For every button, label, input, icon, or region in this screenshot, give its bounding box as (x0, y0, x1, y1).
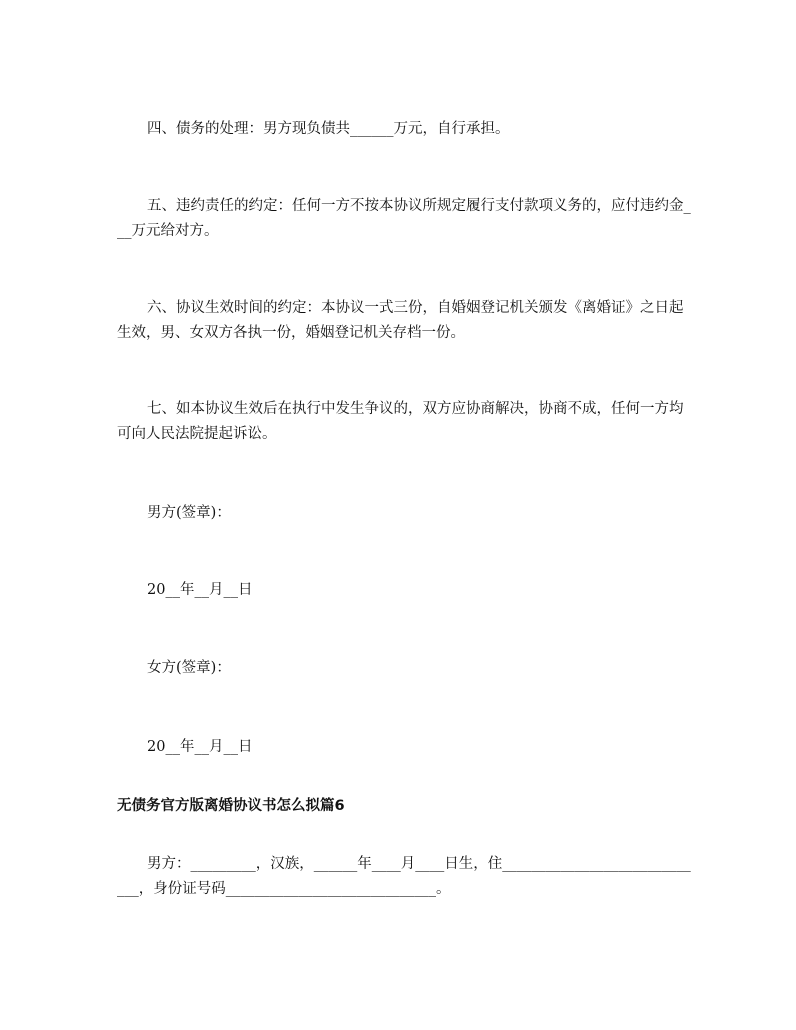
clause-effective-time: 六、协议生效时间的约定：本协议一式三份，自婚姻登记机关颁发《离婚证》之日起生效，男、女双方各执一份，婚姻登记机关存档一份。 (117, 300, 684, 341)
male-signature-date: 20__年__月__日 (147, 582, 253, 598)
male-signature-label: 男方(签章)： (147, 505, 231, 521)
parties-intro-paragraph: 男方：_________，汉族，______年____月____日生，住_____________________________，身份证号码_____________________________。 (117, 856, 691, 897)
female-signature-label: 女方(签章)： (147, 660, 231, 676)
female-signature-date: 20__年__月__日 (147, 739, 253, 755)
clause-dispute-resolution: 七、如本协议生效后在执行中发生争议的，双方应协商解决，协商不成，任何一方均可向人民法院提起诉讼。 (117, 401, 684, 442)
clause-debt-handling: 四、债务的处理：男方现负债共______万元，自行承担。 (147, 121, 510, 137)
section-heading: 无债务官方版离婚协议书怎么拟篇6 (117, 798, 345, 814)
clause-breach-liability: 五、违约责任的约定：任何一方不按本协议所规定履行支付款项义务的，应付违约金___万元给对方。 (117, 198, 691, 239)
